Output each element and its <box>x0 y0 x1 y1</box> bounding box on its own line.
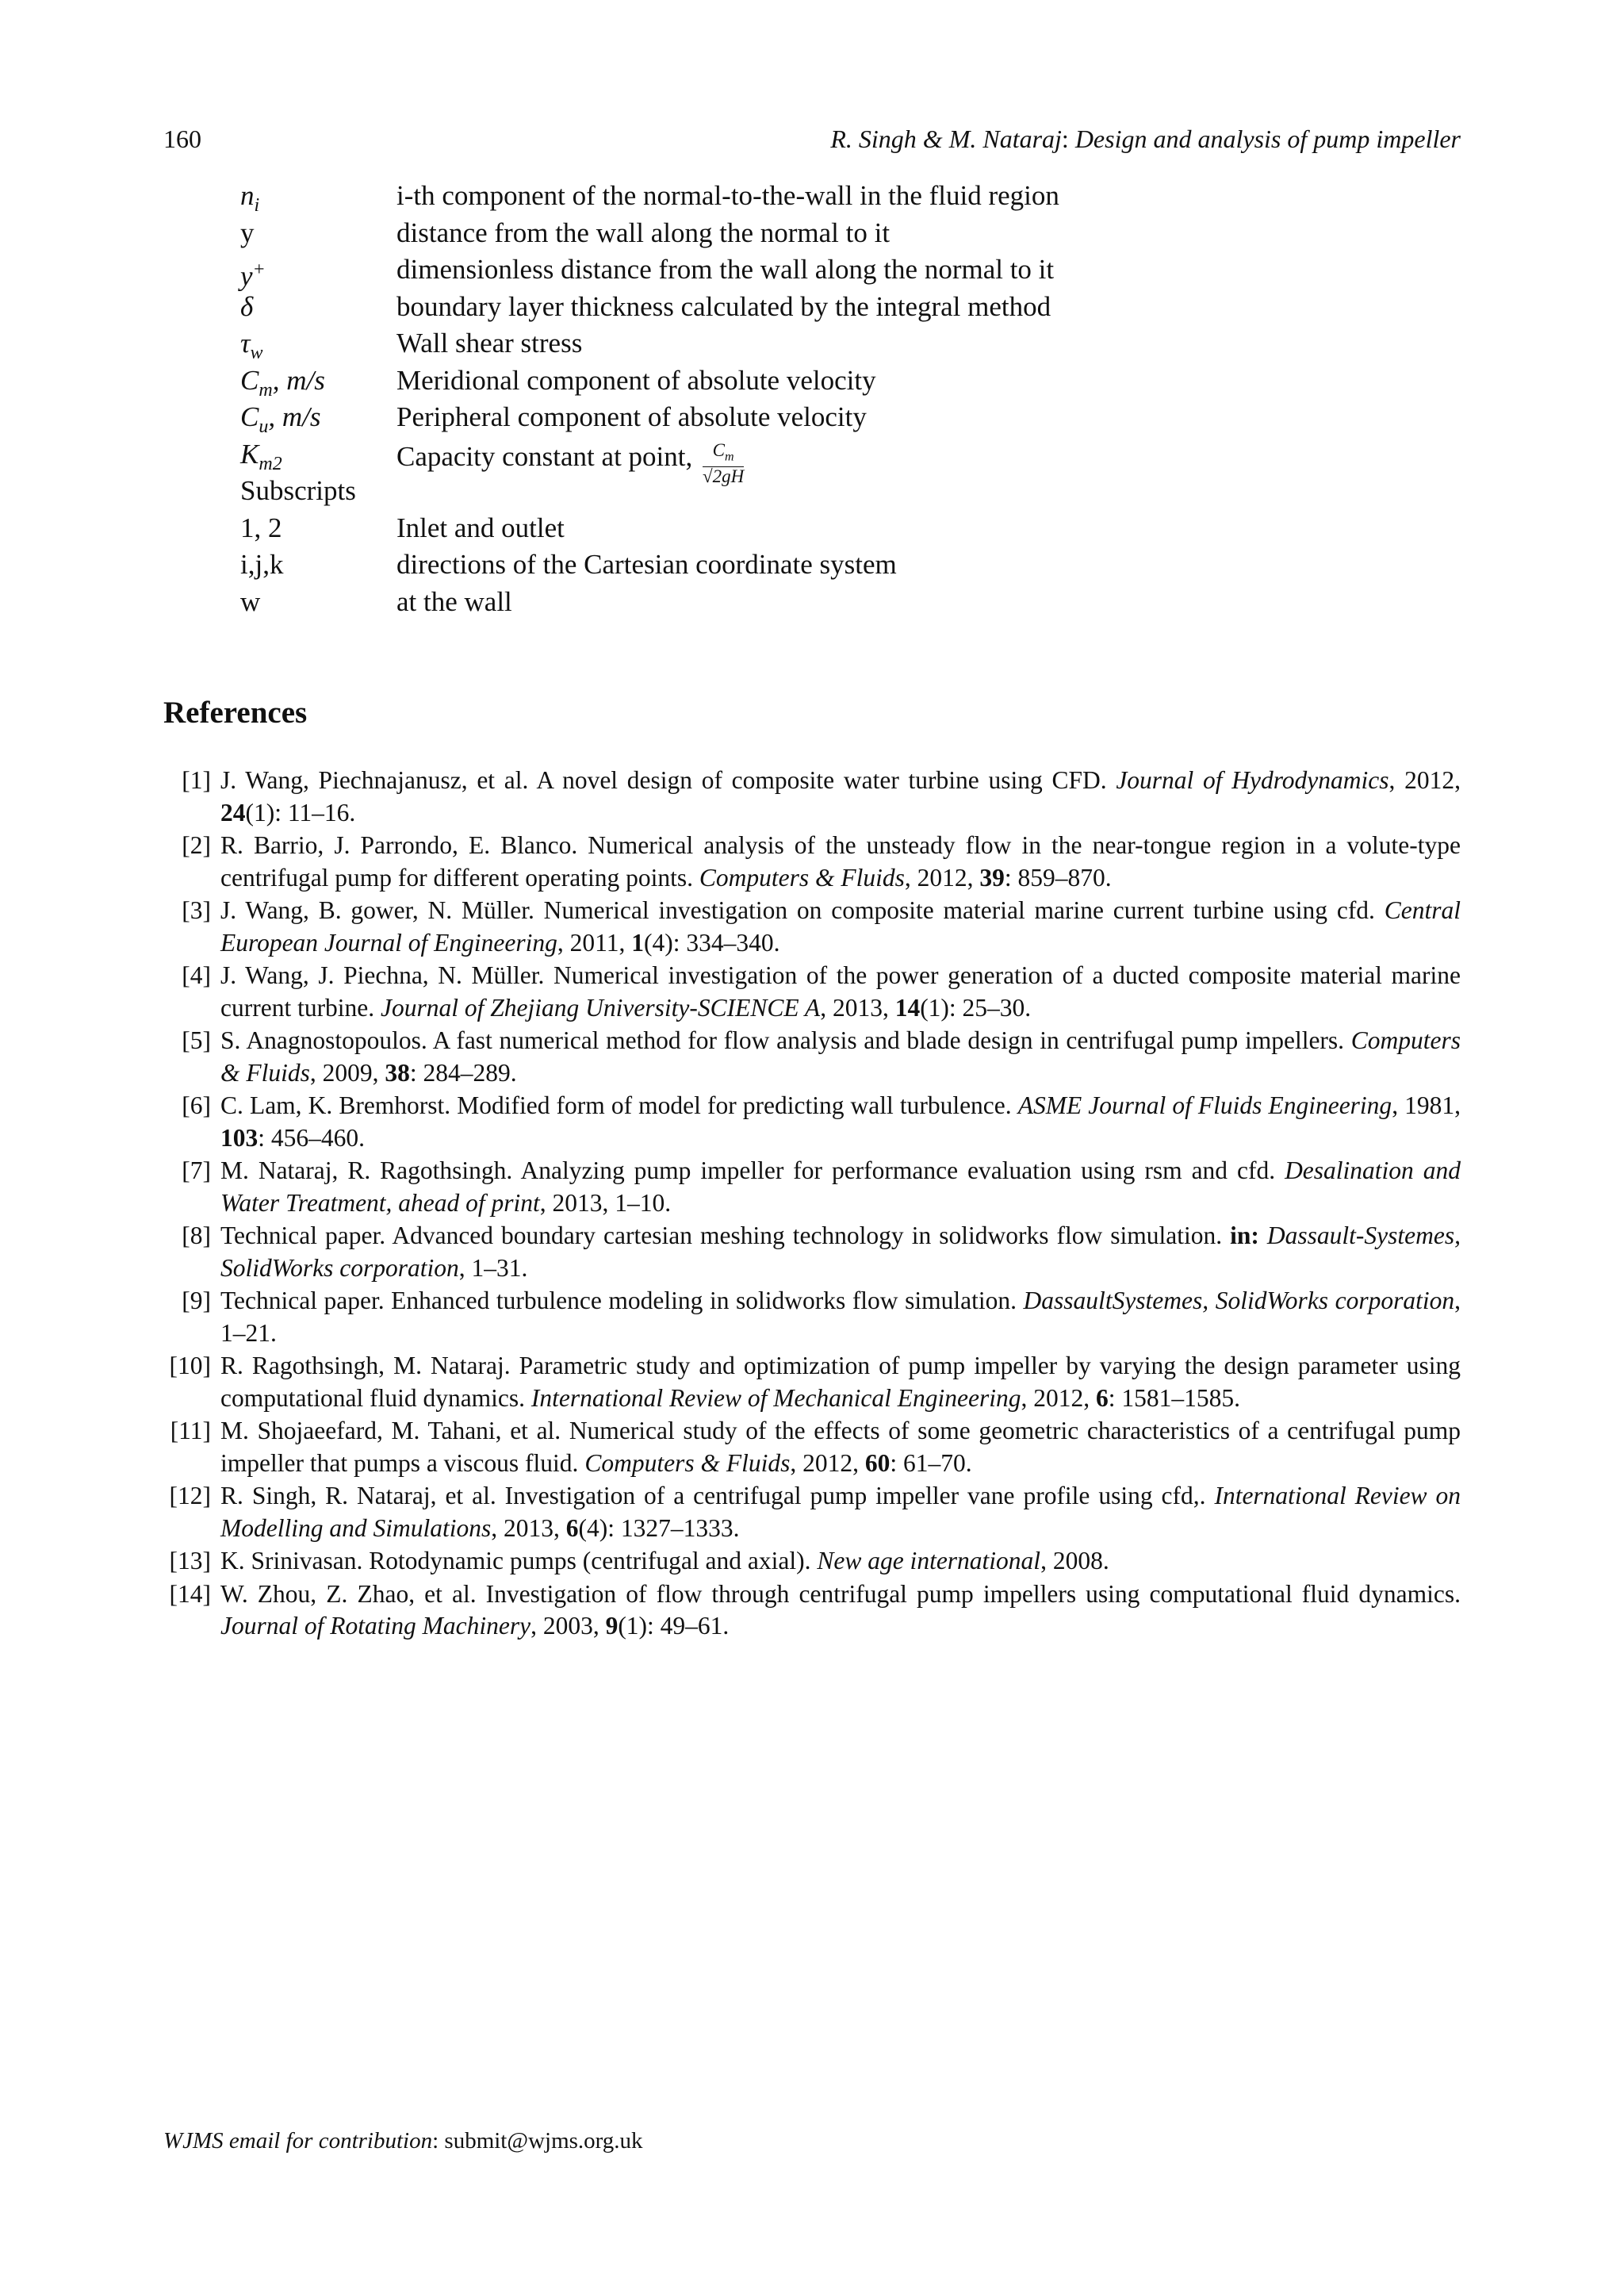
reference-pages: : 859–870. <box>1004 863 1112 892</box>
nomenclature-description <box>396 399 867 435</box>
symbol-text: y <box>240 217 255 248</box>
reference-journal: Journal of Rotating Machinery <box>220 1612 531 1640</box>
description-text: dimensionless distance from the wall along the normal to it <box>396 254 1055 285</box>
reference-volume: 6 <box>1096 1383 1109 1412</box>
reference-text: M. Nataraj, R. Ragothsingh. Analyzing pump impeller for performance evaluation using rsm and cfd. <box>220 1156 1285 1184</box>
nomenclature-description <box>396 584 512 620</box>
reference-number: [6] <box>182 1091 211 1119</box>
reference-journal: New age international <box>817 1547 1041 1574</box>
symbol-superscript: + <box>252 259 266 280</box>
description-text: Inlet and outlet <box>396 512 565 543</box>
reference-number: [12] <box>169 1482 211 1509</box>
reference-pages: : 1581–1585. <box>1108 1383 1241 1412</box>
reference-text: J. Wang, J. Piechna, N. Müller. Numerical investigation of the power generation of a ducted composite material marine current turbine. <box>220 961 1461 1022</box>
symbol-subscript: m <box>259 379 273 401</box>
reference-item <box>163 1285 1461 1349</box>
running-head-colon: : <box>1061 125 1069 153</box>
reference-journal: Desalination and Water Treatment, ahead of print <box>220 1156 1461 1217</box>
reference-item <box>163 1415 1461 1479</box>
nomenclature-description <box>396 325 582 362</box>
nomenclature-symbol <box>240 510 282 547</box>
nomenclature-description <box>396 178 1059 214</box>
numerator-subscript: m <box>725 450 734 464</box>
page-number: 160 <box>163 125 201 153</box>
description-text: distance from the wall along the normal to it <box>396 217 891 248</box>
reference-item <box>163 1480 1461 1544</box>
reference-number: [5] <box>182 1026 211 1054</box>
reference-text: J. Wang, B. gower, N. Müller. Numerical investigation on composite material marine current turbine using cfd. <box>220 896 1385 924</box>
symbol-subscript: i <box>254 195 260 216</box>
reference-pages: (4): 334–340. <box>644 928 780 957</box>
reference-pages: (1): 25–30. <box>920 993 1032 1022</box>
reference-year: , 2008. <box>1040 1547 1109 1574</box>
numerator-base: C <box>712 439 725 460</box>
reference-journal: Computers & Fluids <box>584 1448 791 1477</box>
reference-year: , 2011, <box>557 928 632 957</box>
reference-number: [3] <box>182 896 211 924</box>
reference-text: Technical paper. Enhanced turbulence modeling in solidworks flow simulation. <box>220 1287 1024 1314</box>
symbol-unit: , m/s <box>272 364 325 396</box>
reference-pages: : 61–70. <box>890 1448 972 1477</box>
nomenclature-description <box>396 362 876 399</box>
reference-number: [8] <box>182 1222 211 1249</box>
reference-journal: Journal of Hydrodynamics <box>1116 766 1389 794</box>
reference-pages: (1): 49–61. <box>618 1612 730 1640</box>
fraction-denominator: √2gH <box>703 466 745 487</box>
reference-journal: International Review of Mechanical Engineering <box>530 1383 1021 1412</box>
reference-item <box>163 1155 1461 1219</box>
reference-volume: 39 <box>979 863 1005 892</box>
reference-journal: International Review on Modelling and Simulations <box>220 1482 1461 1542</box>
nomenclature-description <box>396 215 890 251</box>
reference-year: , 2012, <box>904 863 980 892</box>
reference-journal: Central European Journal of Engineering <box>220 896 1461 957</box>
reference-volume: 9 <box>605 1612 619 1640</box>
reference-text: Technical paper. Advanced boundary cartesian meshing technology in solidworks flow simulation. <box>220 1222 1231 1249</box>
reference-number: [10] <box>169 1352 211 1379</box>
symbol-base: y <box>240 260 253 292</box>
symbol-base: τ <box>240 328 251 359</box>
reference-number: [13] <box>169 1547 211 1574</box>
reference-text: W. Zhou, Z. Zhao, et al. Investigation of flow through centrifugal pump impellers using computational fluid dynamics. <box>220 1579 1461 1608</box>
reference-item <box>163 1220 1461 1284</box>
reference-year: , 2003, <box>530 1612 606 1640</box>
reference-volume: 24 <box>220 798 246 827</box>
reference-journal: ASME Journal of Fluids Engineering <box>1017 1091 1392 1119</box>
nomenclature-description <box>396 436 745 487</box>
reference-number: [2] <box>182 831 211 859</box>
description-text: i-th component of the normal-to-the-wall in the fluid region <box>396 180 1059 211</box>
reference-item <box>163 1545 1461 1578</box>
reference-pages: (1): 11–16. <box>245 798 356 827</box>
running-head-authors: R. Singh & M. Nataraj <box>830 125 1062 153</box>
running-head-title: Design and analysis of pump impeller <box>1068 125 1461 153</box>
reference-item <box>163 1350 1461 1414</box>
reference-text: C. Lam, K. Bremhorst. Modified form of model for predicting wall turbulence. <box>220 1091 1018 1119</box>
symbol-unit: , m/s <box>268 401 321 432</box>
symbol-subscript: w <box>250 343 263 363</box>
reference-pages: : 456–460. <box>258 1123 366 1152</box>
symbol-base: C <box>240 401 259 432</box>
symbol-base: n <box>240 180 255 211</box>
reference-year: , 2009, <box>309 1058 385 1087</box>
fraction <box>703 441 744 487</box>
nomenclature-symbol <box>240 215 255 251</box>
reference-list <box>163 765 1461 1643</box>
reference-pages: (4): 1327–1333. <box>578 1513 740 1542</box>
nomenclature-description <box>396 251 1054 288</box>
reference-journal: Journal of Zhejiang University-SCIENCE A <box>381 993 821 1022</box>
nomenclature-description <box>396 289 1051 325</box>
reference-year: , 2013, <box>820 993 895 1022</box>
reference-number: [4] <box>182 961 211 989</box>
symbol-base: C <box>240 364 259 396</box>
running-head <box>830 125 1461 154</box>
reference-volume: 38 <box>385 1058 410 1087</box>
reference-journal: Computers & Fluids <box>220 1026 1461 1087</box>
reference-text: S. Anagnostopoulos. A fast numerical method for flow analysis and blade design in centrifugal pump impellers. <box>220 1026 1351 1054</box>
description-text: Capacity constant at point, <box>396 440 699 472</box>
reference-item <box>163 765 1461 829</box>
reference-number: [1] <box>182 766 211 794</box>
reference-year: , 2012, <box>1388 766 1461 794</box>
reference-volume: 14 <box>894 993 921 1022</box>
reference-in: in: <box>1230 1222 1259 1249</box>
reference-item <box>163 960 1461 1024</box>
reference-pages: : 284–289. <box>409 1058 517 1087</box>
symbol-text: 1, 2 <box>240 512 282 543</box>
reference-journal: Computers & Fluids <box>699 863 905 892</box>
reference-number: [14] <box>169 1579 211 1608</box>
reference-year: , 1981, <box>1392 1091 1461 1119</box>
reference-year: , 2012, <box>790 1448 865 1477</box>
reference-volume: 6 <box>565 1513 579 1542</box>
page-footer <box>163 2128 643 2154</box>
reference-item <box>163 1025 1461 1089</box>
reference-year: , 1–21. <box>220 1287 1461 1347</box>
nomenclature-symbol <box>240 547 283 583</box>
symbol-text: Subscripts <box>240 475 356 506</box>
symbol-base: K <box>240 438 259 470</box>
description-text: directions of the Cartesian coordinate system <box>396 549 897 580</box>
footer-colon: : <box>432 2128 445 2154</box>
reference-year: , 2013, <box>491 1513 566 1542</box>
reference-journal: Dassault-Systemes, SolidWorks corporation <box>220 1222 1461 1282</box>
reference-year: , 2012, <box>1021 1383 1097 1412</box>
reference-text: J. Wang, Piechnajanusz, et al. A novel design of composite water turbine using CFD. <box>220 766 1116 794</box>
nomenclature-symbol <box>240 584 260 620</box>
reference-text: R. Singh, R. Nataraj, et al. Investigation of a centrifugal pump impeller vane profile using cfd,. <box>220 1482 1215 1509</box>
reference-item <box>163 830 1461 894</box>
reference-text: R. Ragothsingh, M. Nataraj. Parametric study and optimization of pump impeller by varying the design parameter using computational fluid dynamics. <box>220 1352 1461 1412</box>
description-text: Wall shear stress <box>396 328 583 359</box>
reference-journal: DassaultSystemes, SolidWorks corporation <box>1023 1287 1455 1314</box>
reference-number: [11] <box>170 1417 211 1444</box>
description-text: Meridional component of absolute velocity <box>396 364 876 396</box>
description-text: boundary layer thickness calculated by the integral method <box>396 290 1051 322</box>
footer-label: WJMS email for contribution <box>163 2128 433 2154</box>
reference-item <box>163 1578 1461 1643</box>
references-heading: References <box>163 696 308 730</box>
symbol-text: w <box>240 585 261 617</box>
nomenclature-symbol <box>240 473 356 509</box>
reference-number: [9] <box>182 1287 211 1314</box>
reference-volume: 103 <box>220 1123 259 1152</box>
footer-email: submit@wjms.org.uk <box>444 2128 643 2154</box>
symbol-text: i,j,k <box>240 549 284 580</box>
description-text: at the wall <box>396 585 512 617</box>
symbol-subscript: m2 <box>259 453 282 474</box>
symbol-subscript: u <box>259 416 269 437</box>
reference-text: R. Barrio, J. Parrondo, E. Blanco. Numerical analysis of the unsteady flow in the near-tongue region in a volute-type centrifugal pump for different operating points. <box>220 831 1461 892</box>
reference-text: K. Srinivasan. Rotodynamic pumps (centrifugal and axial). <box>220 1547 818 1574</box>
reference-volume: 60 <box>864 1448 891 1477</box>
reference-item <box>163 1090 1461 1154</box>
nomenclature-symbol <box>240 289 253 325</box>
fraction-numerator <box>703 441 744 468</box>
reference-number: [7] <box>182 1156 211 1184</box>
description-text: Peripheral component of absolute velocity <box>396 401 867 432</box>
symbol-base: δ <box>240 290 254 322</box>
reference-item <box>163 895 1461 959</box>
reference-volume: 1 <box>631 928 644 957</box>
reference-year: , 1–31. <box>458 1253 528 1282</box>
reference-year: , 2013, 1–10. <box>539 1188 672 1217</box>
reference-text: M. Shojaeefard, M. Tahani, et al. Numerical study of the effects of some geometric characteristics of a centrifugal pump impeller that pumps a viscous fluid. <box>220 1417 1461 1477</box>
nomenclature-description <box>396 510 565 547</box>
nomenclature-description <box>396 547 897 583</box>
